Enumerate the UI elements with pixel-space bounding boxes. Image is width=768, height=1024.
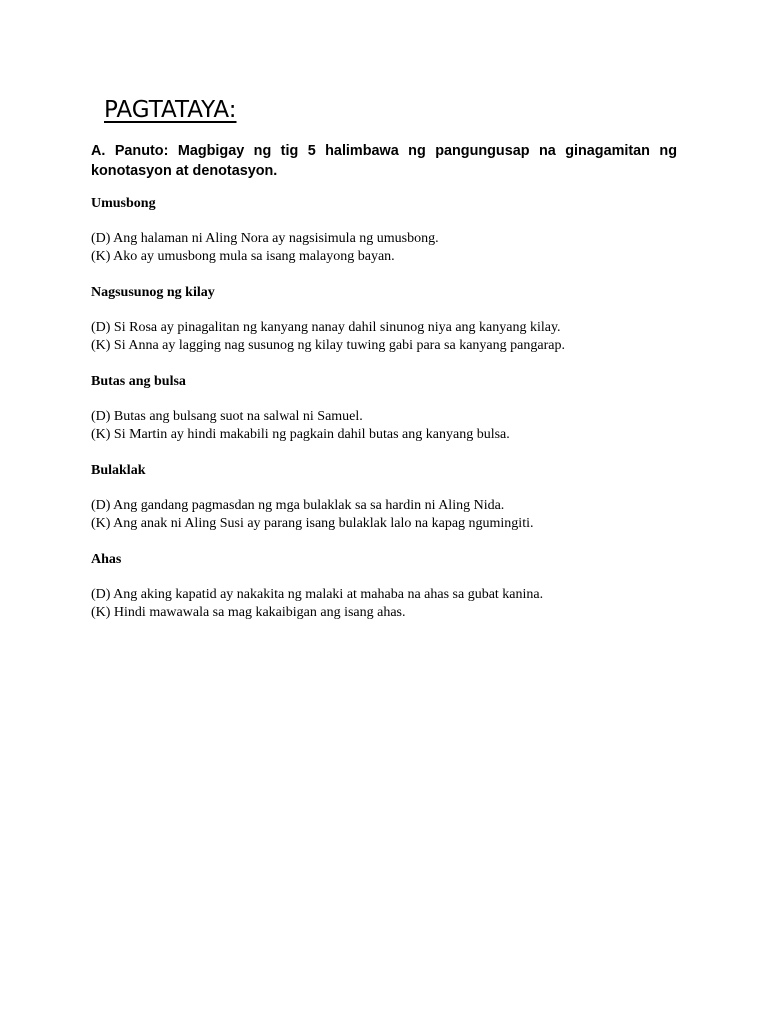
denotation-sentence: (D) Ang gandang pagmasdan ng mga bulaklak sa sa hardin ni Aling Nida. [91, 498, 505, 513]
connotation-sentence: (K) Hindi mawawala sa mag kakaibigan ang isang ahas. [91, 605, 406, 620]
section-bulaklak [91, 462, 691, 533]
section-heading: Umusbong [91, 196, 156, 211]
denotation-sentence: (D) Si Rosa ay pinagalitan ng kanyang nanay dahil sinunog niya ang kanyang kilay. [91, 320, 561, 335]
connotation-sentence: (K) Si Anna ay lagging nag susunog ng kilay tuwing gabi para sa kanyang pangarap. [91, 338, 565, 353]
section-heading: Butas ang bulsa [91, 374, 186, 389]
section-umusbong [91, 195, 691, 266]
section-ahas [91, 551, 691, 622]
denotation-sentence: (D) Butas ang bulsang suot na salwal ni Samuel. [91, 409, 363, 424]
section-examples [91, 230, 691, 266]
denotation-sentence: (D) Ang halaman ni Aling Nora ay nagsisimula ng umusbong. [91, 231, 439, 246]
section-heading: Ahas [91, 552, 122, 567]
section-heading: Nagsusunog ng kilay [91, 285, 215, 300]
connotation-sentence: (K) Ang anak ni Aling Susi ay parang isang bulaklak lalo na kapag ngumingiti. [91, 516, 534, 531]
connotation-sentence: (K) Si Martin ay hindi makabili ng pagkain dahil butas ang kanyang bulsa. [91, 427, 510, 442]
connotation-sentence: (K) Ako ay umusbong mula sa isang malayong bayan. [91, 249, 395, 264]
section-nagsusunog-ng-kilay [91, 284, 691, 355]
section-examples [91, 408, 691, 444]
section-examples [91, 586, 691, 622]
section-butas-ang-bulsa [91, 373, 691, 444]
page-title: PAGTATAYA: [104, 97, 237, 123]
instruction-text: A. Panuto: Magbigay ng tig 5 halimbawa ng pangungusap na ginagamitan ng konotasyon at denotasyon. [91, 143, 677, 179]
section-examples [91, 497, 691, 533]
section-examples [91, 319, 691, 355]
denotation-sentence: (D) Ang aking kapatid ay nakakita ng malaki at mahaba na ahas sa gubat kanina. [91, 587, 544, 602]
section-heading: Bulaklak [91, 463, 146, 478]
